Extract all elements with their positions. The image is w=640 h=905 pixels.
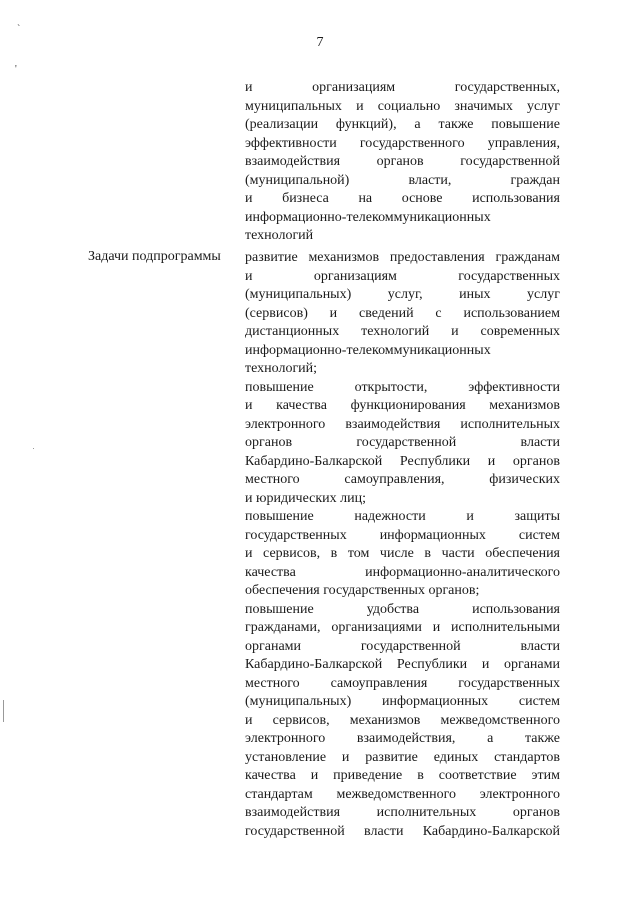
text-line: технологий; [245,361,318,376]
text-line: повышение удобства использования [245,601,560,617]
text-line: информационно-телекоммуникационных [245,342,491,358]
text-line: местного самоуправления, физических [245,472,560,487]
tasks-label: Задачи подпрограммы [88,249,221,264]
text-line: (муниципальных) информационных систем [245,694,560,709]
text-line: информационно-телекоммуникационных [245,209,491,225]
text-line: органов государственной власти [245,435,560,450]
text-line: и бизнеса на основе использования [245,191,560,206]
text-line: стандартам межведомственного электронного [245,786,560,802]
text-line: Кабардино-Балкарской Республики и органов [245,453,560,469]
continuation-text [245,79,560,246]
text-line: электронного взаимодействия исполнительных [245,416,560,432]
text-line: (сервисов) и сведений с использованием [245,305,560,321]
margin-mark-second: ' [15,64,17,75]
text-line: органами государственной власти [245,638,560,654]
text-line: (муниципальной) власти, граждан [245,172,560,188]
text-line: Кабардино-Балкарской Республики и органами [245,657,560,672]
text-line: гражданами, организациями и исполнительными [245,620,560,635]
text-line: взаимодействия исполнительных органов [245,805,560,820]
text-line: государственной власти Кабардино-Балкарской [245,823,560,839]
text-line: повышение надежности и защиты [245,509,560,524]
text-line: государственных информационных систем [245,527,560,543]
text-line: качества и приведение в соответствие этим [245,768,560,783]
text-line: и сервисов, механизмов межведомственного [245,712,560,728]
text-line: электронного взаимодействия, а также [245,731,560,746]
tasks-text [245,249,560,841]
text-line: качества информационно-аналитического [245,564,560,580]
text-line: (реализации функций), а также повышение [245,117,560,132]
margin-mark-top: ` [17,24,21,35]
text-line: местного самоуправления государственных [245,675,560,691]
scan-speck [33,448,34,449]
text-line: и качества функционирования механизмов [245,398,560,413]
text-line: развитие механизмов предоставления гражданам [245,250,560,265]
scan-speck [3,700,4,722]
text-line: повышение открытости, эффективности [245,379,560,395]
text-line: (муниципальных) услуг, иных услуг [245,287,560,302]
text-line: эффективности государственного управления, [245,135,560,151]
text-line: дистанционных технологий и современных [245,324,560,339]
page-number: 7 [316,35,324,50]
text-line: технологий [245,228,314,243]
text-line: и юридических лиц; [245,490,367,506]
text-line: и организациям государственных, [245,80,560,95]
text-line: установление и развитие единых стандартов [245,749,560,765]
text-line: муниципальных и социально значимых услуг [245,98,560,114]
text-line: обеспечения государственных органов; [245,583,480,598]
text-line: и организациям государственных [245,268,560,284]
text-line: и сервисов, в том числе в части обеспечения [245,546,560,561]
text-line: взаимодействия органов государственной [245,154,560,169]
